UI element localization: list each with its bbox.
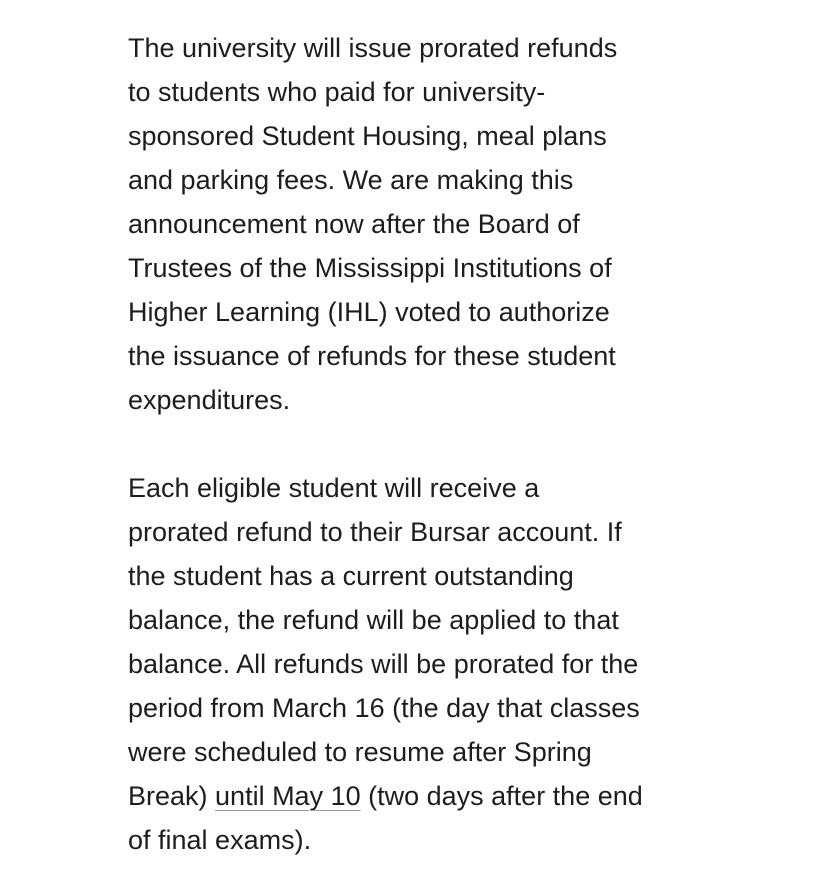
text-line: Trustees of the Mississippi Institutions of [128,253,612,283]
text-line: sponsored Student Housing, meal plans [128,121,607,151]
text-line: prorated refund to their Bursar account. If [128,517,622,547]
text-line: announcement now after the Board of [128,209,580,239]
text-line: Higher Learning (IHL) voted to authorize [128,297,610,327]
text-line: The university will issue prorated refunds [128,33,618,63]
text-segment: (two days after the end [360,781,643,811]
text-line: of final exams). [128,825,312,855]
text-line: and parking fees. We are making this [128,165,574,195]
text-line: the student has a current outstanding [128,561,574,591]
article-body [128,26,748,862]
paragraph-refund-announcement [128,26,748,422]
text-segment: Break) [128,781,216,811]
text-line: the issuance of refunds for these student [128,341,616,371]
text-line: Each eligible student will receive a [128,473,540,503]
date-link-until-may-10[interactable]: until May 10 [215,781,361,811]
text-line: to students who paid for university- [128,77,546,107]
text-line: balance, the refund will be applied to that [128,605,619,635]
text-line: were scheduled to resume after Spring [128,737,592,767]
text-line: expenditures. [128,385,291,415]
text-line: balance. All refunds will be prorated for the [128,649,639,679]
text-line-with-link [128,774,748,818]
text-line: period from March 16 (the day that classes [128,693,640,723]
paragraph-refund-details [128,466,748,862]
